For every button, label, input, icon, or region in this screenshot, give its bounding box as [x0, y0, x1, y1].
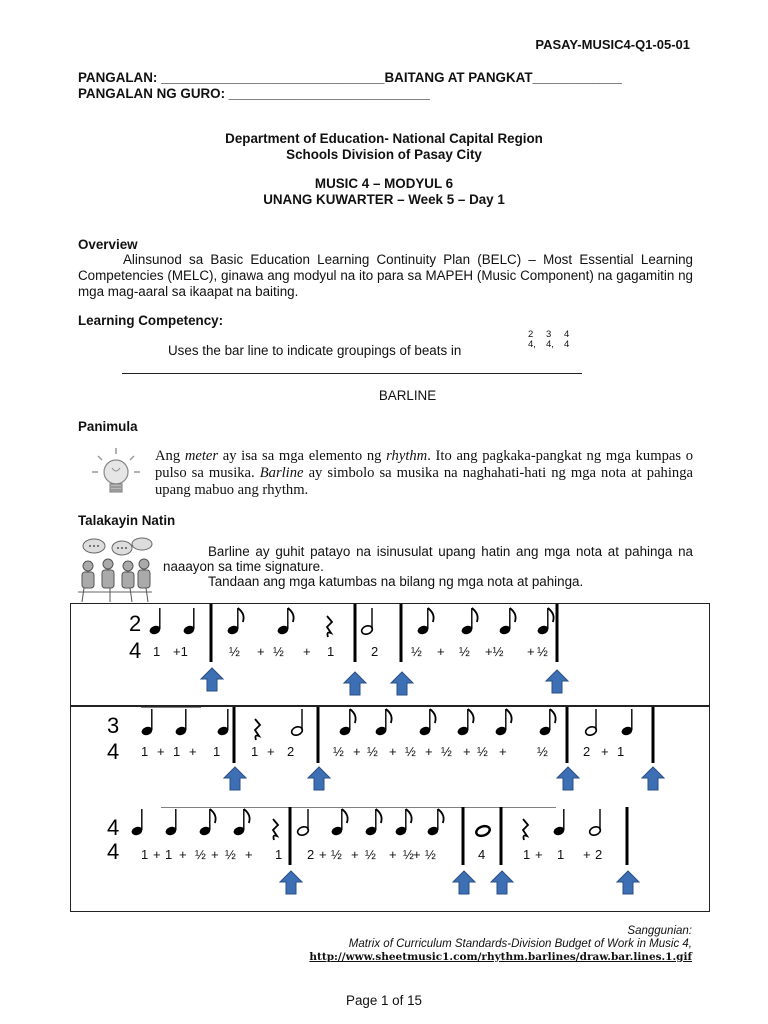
svg-text:½: ½ — [229, 644, 240, 659]
svg-text:+: + — [353, 744, 361, 759]
eighth-note — [416, 608, 433, 636]
svg-text:+: + — [303, 644, 311, 659]
time-sig-bottom: 4 — [107, 739, 120, 764]
svg-text:1: 1 — [557, 847, 565, 862]
svg-text:½: ½ — [477, 744, 488, 759]
svg-text:1: 1 — [141, 744, 149, 759]
quarter-note — [164, 809, 177, 837]
lightbulb-icon — [88, 446, 144, 502]
half-note — [588, 809, 601, 837]
department-title: Department of Education- National Capital Region — [225, 131, 543, 146]
svg-text:+1: +1 — [173, 644, 188, 659]
svg-text:+: + — [351, 847, 359, 862]
eighth-note — [338, 709, 355, 737]
panimula-heading: Panimula — [78, 419, 138, 434]
competency-divider — [122, 373, 582, 374]
svg-text:+: + — [211, 847, 219, 862]
up-arrow-icon — [453, 871, 475, 894]
time-sig-2-4: 2 4, — [528, 329, 536, 350]
svg-text:½: ½ — [403, 847, 414, 862]
up-arrow-icon — [557, 767, 579, 790]
eighth-note — [536, 608, 553, 636]
quarter-rest — [255, 719, 260, 740]
svg-text:½: ½ — [365, 847, 376, 862]
talakayin-heading: Talakayin Natin — [78, 513, 176, 528]
figure-row-4-4 — [70, 807, 710, 912]
svg-text:½: ½ — [537, 644, 548, 659]
svg-text:+: + — [153, 847, 161, 862]
eighth-note — [330, 809, 347, 837]
quarter-note — [216, 709, 229, 737]
quarter-rest — [523, 819, 528, 840]
quarter-note — [552, 809, 565, 837]
half-note — [584, 709, 597, 737]
quarter-note — [140, 709, 153, 737]
eighth-note — [538, 709, 555, 737]
discussion-group-icon — [74, 536, 156, 604]
svg-text:2: 2 — [371, 644, 379, 659]
quarter-note — [620, 709, 633, 737]
module-title: MUSIC 4 – MODYUL 6 — [314, 176, 454, 191]
svg-text:+: + — [389, 847, 397, 862]
svg-text:+: + — [413, 847, 421, 862]
svg-text:½: ½ — [273, 644, 284, 659]
svg-text:½: ½ — [333, 744, 344, 759]
svg-text:1: 1 — [153, 644, 161, 659]
svg-text:1: 1 — [327, 644, 335, 659]
panimula-text: Ang meter ay isa sa mga elemento ng rhythm. Ito ang pagkaka-pangkat ng mga kumpas o pulso sa musika. Barline ay simbolo sa musika na naghahati-hati ng mga nota at pahinga upang mabuo ang rhythm. — [155, 448, 693, 498]
svg-text:2: 2 — [307, 847, 315, 862]
talakayin-text-2: Tandaan ang mga katumbas na bilang ng mga nota at pahinga. — [208, 574, 584, 589]
half-note — [290, 709, 303, 737]
svg-text:4: 4 — [478, 847, 486, 862]
svg-text:2: 2 — [287, 744, 295, 759]
up-arrow-icon — [280, 871, 302, 894]
up-arrow-icon — [491, 871, 513, 894]
svg-text:+: + — [535, 847, 543, 862]
time-sig-bottom: 4 — [129, 638, 142, 663]
page-number: Page 1 of 15 — [346, 993, 422, 1008]
svg-text:½: ½ — [441, 744, 452, 759]
quarter-note — [182, 608, 195, 636]
eighth-note — [498, 608, 515, 636]
svg-text:+: + — [425, 744, 433, 759]
quarter-note — [174, 709, 187, 737]
time-sig-top: 3 — [107, 713, 120, 738]
division-title: Schools Division of Pasay City — [286, 147, 482, 162]
svg-text:½: ½ — [367, 744, 378, 759]
svg-text:+: + — [437, 644, 445, 659]
up-arrow-icon — [642, 767, 664, 790]
eighth-note — [374, 709, 391, 737]
eighth-note — [226, 608, 243, 636]
svg-text:+: + — [499, 744, 507, 759]
svg-text:+: + — [583, 847, 591, 862]
teacher-name-line: PANGALAN NG GURO: ___________________________ — [78, 86, 430, 101]
svg-text:+: + — [257, 644, 265, 659]
figure-row-2-4 — [70, 603, 710, 711]
competency-text: Uses the bar line to indicate groupings of beats in — [168, 343, 462, 358]
time-sig-top: 2 — [129, 611, 142, 636]
eighth-note — [456, 709, 473, 737]
svg-text:½: ½ — [537, 744, 548, 759]
quarter-note — [130, 809, 143, 837]
overview-heading: Overview — [78, 237, 138, 252]
svg-text:1: 1 — [275, 847, 283, 862]
eighth-note — [394, 809, 411, 837]
up-arrow-icon — [344, 672, 366, 695]
quarter-rest — [273, 819, 278, 840]
svg-text:+½: +½ — [485, 644, 504, 659]
reference-text: Matrix of Curriculum Standards-Division Budget of Work in Music 4, — [348, 938, 692, 950]
eighth-note — [418, 709, 435, 737]
overview-text: Alinsunod sa Basic Education Learning Continuity Plan (BELC) – Most Essential Learning Competencies (MELC), ginawa ang modyul na ito para sa MAPEH (Music Component) na gagamitin ng mga mag-aaral sa ikaapat na baiting. — [78, 252, 693, 299]
svg-text:+: + — [179, 847, 187, 862]
svg-text:+: + — [157, 744, 165, 759]
eighth-note — [494, 709, 511, 737]
svg-text:+: + — [601, 744, 609, 759]
reference-label: Sanggunian: — [627, 925, 692, 937]
svg-text:+: + — [527, 644, 535, 659]
talakayin-text-1: Barline ay guhit patayo na isinusulat upang hatin ang mga nota at pahinga na naaayon sa time signature. — [163, 544, 693, 574]
svg-text:+: + — [463, 744, 471, 759]
time-sig-bottom: 4 — [107, 839, 120, 864]
svg-text:1: 1 — [165, 847, 173, 862]
up-arrow-icon — [546, 670, 568, 693]
document-code: PASAY-MUSIC4-Q1-05-01 — [535, 37, 690, 52]
svg-text:1: 1 — [617, 744, 625, 759]
time-sig-top: 4 — [107, 815, 120, 840]
svg-text:+: + — [267, 744, 275, 759]
svg-text:1: 1 — [173, 744, 181, 759]
svg-text:2: 2 — [583, 744, 591, 759]
up-arrow-icon — [617, 871, 639, 894]
svg-text:1: 1 — [141, 847, 149, 862]
eighth-note — [276, 608, 293, 636]
time-sig-3-4: 3 4, — [546, 329, 554, 350]
svg-text:½: ½ — [195, 847, 206, 862]
up-arrow-icon — [201, 668, 223, 691]
time-sig-4-4: 4 4 — [564, 329, 570, 350]
week-title: UNANG KUWARTER – Week 5 – Day 1 — [263, 192, 505, 207]
half-note — [360, 608, 373, 636]
eighth-note — [426, 809, 443, 837]
svg-text:½: ½ — [225, 847, 236, 862]
figure-row-3-4 — [70, 707, 710, 807]
svg-text:½: ½ — [459, 644, 470, 659]
svg-text:1: 1 — [523, 847, 531, 862]
up-arrow-icon — [391, 672, 413, 695]
student-name-line: PANGALAN: ______________________________BAITANG AT PANGKAT____________ — [78, 70, 622, 85]
quarter-rest — [327, 616, 332, 637]
svg-text:½: ½ — [425, 847, 436, 862]
competency-heading: Learning Competency: — [78, 313, 224, 328]
svg-text:½: ½ — [411, 644, 422, 659]
svg-text:+: + — [189, 744, 197, 759]
svg-text:1: 1 — [251, 744, 259, 759]
svg-text:+: + — [245, 847, 253, 862]
svg-text:+: + — [319, 847, 327, 862]
up-arrow-icon — [308, 767, 330, 790]
svg-text:½: ½ — [331, 847, 342, 862]
quarter-note — [148, 608, 161, 636]
svg-text:½: ½ — [405, 744, 416, 759]
eighth-note — [232, 809, 249, 837]
reference-link[interactable]: http://www.sheetmusic1.com/rhythm.barlines/draw.bar.lines.1.gif — [309, 951, 692, 963]
eighth-note — [198, 809, 215, 837]
whole-note — [475, 824, 491, 837]
half-note — [296, 809, 309, 837]
up-arrow-icon — [224, 767, 246, 790]
eighth-note — [460, 608, 477, 636]
svg-text:2: 2 — [595, 847, 603, 862]
topic-title: BARLINE — [378, 388, 437, 403]
svg-text:+: + — [389, 744, 397, 759]
svg-text:1: 1 — [213, 744, 221, 759]
eighth-note — [364, 809, 381, 837]
